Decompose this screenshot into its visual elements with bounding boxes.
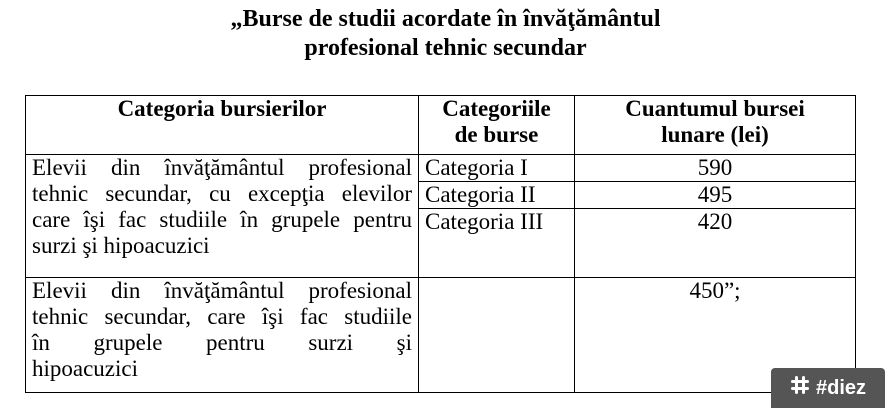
- amount-cell: 450”;: [575, 278, 856, 393]
- category-cell: Categoria III: [419, 209, 575, 278]
- slack-hash-icon: [790, 375, 810, 401]
- text-line: tehnic secundar, cu excepţia elevilor: [32, 181, 412, 206]
- beneficiary-description-cell: [26, 155, 419, 278]
- header-label: de burse: [454, 122, 539, 147]
- text-line: în grupele pentru surzi şi: [32, 330, 412, 355]
- document-title-line-1: „Burse de studii acordate în învăţământul: [230, 6, 661, 32]
- watermark-badge: [771, 368, 885, 408]
- watermark-label: #diez: [815, 376, 867, 399]
- header-label: Categoria bursierilor: [117, 96, 327, 121]
- header-beneficiary-category: [26, 96, 419, 155]
- text-line: Elevii din învăţământul profesional: [32, 278, 412, 303]
- amount-cell: 590: [575, 155, 856, 182]
- document-title-line-2: profesional tehnic secundar: [304, 35, 587, 61]
- amount-cell: 420: [575, 209, 856, 278]
- text-line: Elevii din învăţământul profesional: [32, 155, 412, 180]
- header-label: lunare (lei): [661, 122, 769, 147]
- text-line: care îşi fac studiile în grupele pentru: [32, 207, 412, 232]
- category-cell: Categoria I: [419, 155, 575, 182]
- header-label: Categoriile: [442, 96, 551, 121]
- text-line: tehnic secundar, care îşi fac studiile: [32, 304, 412, 329]
- header-monthly-amount: [575, 96, 856, 155]
- table-row: [26, 155, 856, 182]
- scholarship-table: [25, 95, 856, 393]
- text-line: surzi şi hipoacuzici: [32, 233, 210, 258]
- category-cell-empty: [419, 278, 575, 393]
- header-label: Cuantumul bursei: [625, 96, 805, 121]
- category-cell: Categoria II: [419, 182, 575, 209]
- table-header-row: [26, 96, 856, 155]
- amount-cell: 495: [575, 182, 856, 209]
- text-line: hipoacuzici: [32, 356, 139, 381]
- table-row: [26, 278, 856, 393]
- header-scholarship-category: [419, 96, 575, 155]
- beneficiary-description-cell: [26, 278, 419, 393]
